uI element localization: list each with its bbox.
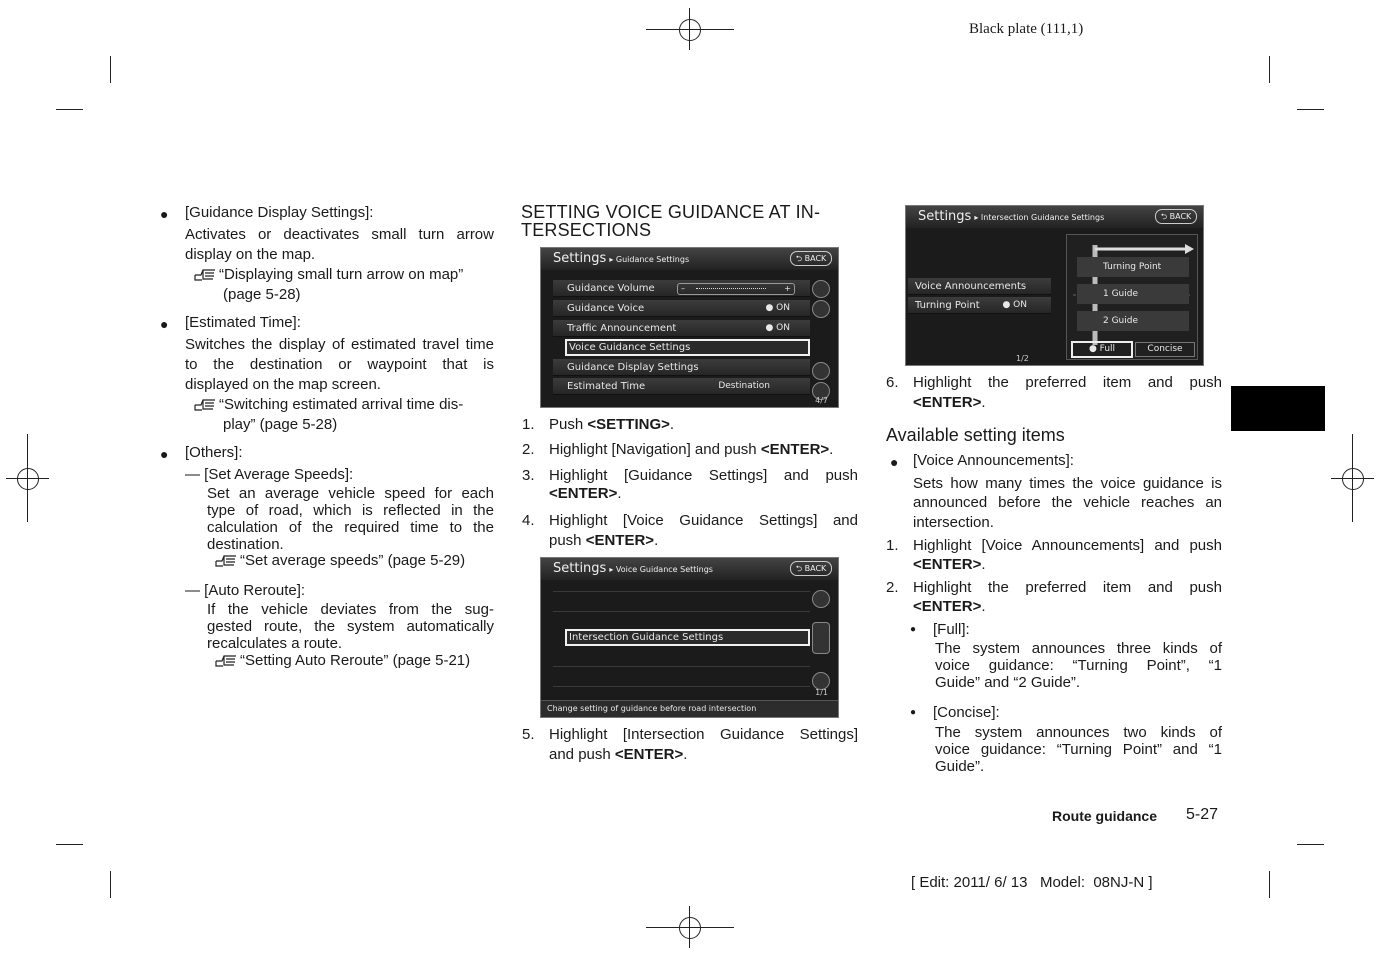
volume-plus[interactable]: +	[784, 284, 791, 293]
reference-text: “Set average speeds” (page 5-29)	[240, 552, 466, 569]
screen-title-text: Settings	[553, 251, 607, 266]
bullet-dot: ●	[890, 454, 899, 470]
body-line: to the destination or waypoint that is	[185, 356, 494, 373]
scroll-bar-icon[interactable]	[812, 622, 830, 654]
row-label: Guidance Volume	[567, 283, 655, 294]
step-text	[913, 555, 986, 575]
body-line: Sets how many times the voice guidance is	[913, 475, 1222, 492]
step-text-part: .	[669, 416, 675, 433]
scroll-up-icon[interactable]	[812, 590, 830, 608]
bullet-dot: ●	[160, 446, 169, 462]
back-button[interactable]: ⮌ BACK	[1155, 209, 1197, 224]
volume-track	[696, 288, 766, 289]
step-text	[913, 393, 986, 413]
volume-minus[interactable]: –	[681, 284, 685, 293]
reference-hand-icon	[214, 552, 238, 568]
page-indicator: 1/2	[1016, 354, 1029, 363]
step-text	[913, 597, 986, 617]
back-label: BACK	[804, 564, 827, 573]
step-text-part: .	[683, 746, 688, 763]
reference-line	[193, 395, 494, 415]
body-line: announced before the vehicle reaches an	[913, 494, 1222, 511]
empty-row	[553, 666, 810, 667]
toggle-state: ● ON	[765, 323, 790, 333]
step-text	[549, 531, 658, 551]
screen-title-text: Settings	[918, 209, 972, 224]
bullet-dot: ●	[160, 206, 169, 222]
row-label: Voice Guidance Settings	[569, 342, 691, 353]
row-label: Guidance Display Settings	[567, 362, 699, 373]
screen-breadcrumb: ▸ Intersection Guidance Settings	[974, 213, 1105, 222]
available-items-title: Available setting items	[886, 425, 1065, 445]
full-label: Full	[1099, 344, 1116, 354]
reference-page: (page 5-28)	[223, 286, 301, 303]
scroll-down-icon[interactable]	[812, 362, 830, 380]
reference-line	[214, 651, 470, 671]
enter-key: <ENTER>	[760, 441, 830, 458]
row-label: Intersection Guidance Settings	[569, 632, 724, 643]
guide-option-1-guide[interactable]: 1 Guide	[1077, 284, 1189, 304]
reference-text: “Switching estimated arrival time dis-	[219, 396, 464, 413]
step-text: Highlight [Guidance Settings] and push	[549, 467, 858, 484]
body-line: voice guidance: “Turning Point” and “1	[935, 741, 1222, 758]
menu-row-voice-announcements[interactable]	[908, 278, 1051, 295]
menu-row-guidance-volume[interactable]	[553, 280, 810, 297]
toggle-on: ON	[1013, 300, 1027, 310]
step-text	[549, 440, 833, 460]
toggle-on: ON	[776, 303, 790, 313]
step-text-part: .	[981, 556, 986, 573]
step-number: 6.	[886, 374, 899, 391]
body-line: Activates or deactivates small turn arrow	[185, 226, 494, 243]
plate-label: Black plate (111,1)	[969, 21, 1084, 37]
body-line: display on the map.	[185, 246, 316, 263]
menu-row-turning-point[interactable]	[908, 297, 1051, 314]
bullet-dot: ●	[910, 707, 917, 718]
reference-line	[193, 265, 463, 285]
step-text: Highlight [Voice Guidance Settings] and	[549, 512, 858, 529]
scroll-up-icon[interactable]	[812, 300, 830, 318]
reference-hand-icon	[193, 266, 217, 282]
guide-option-turning-point[interactable]: Turning Point	[1077, 257, 1189, 277]
reference-text: “Displaying small turn arrow on map”	[219, 266, 464, 283]
body-line: Guide”.	[935, 758, 985, 775]
chapter-tab	[1231, 386, 1325, 431]
full-button[interactable]	[1071, 341, 1133, 358]
reference-line	[214, 551, 465, 571]
body-line: destination.	[207, 536, 284, 553]
reference-page: play” (page 5-28)	[223, 416, 338, 433]
back-label: BACK	[1169, 212, 1192, 221]
body-line: The system announces three kinds of	[935, 640, 1222, 657]
row-label: Voice Announcements	[915, 281, 1027, 292]
step-text-part: Highlight the preferred item and	[913, 579, 1173, 596]
bullet-dot: ●	[160, 316, 169, 332]
empty-row	[553, 611, 810, 612]
menu-row-traffic-announcement[interactable]	[553, 320, 810, 337]
guidance-display-label: [Guidance Display Settings]:	[185, 204, 374, 221]
page-indicator: 1/1	[815, 688, 828, 697]
screen-title	[553, 251, 689, 266]
voice-guidance-settings-screen	[540, 557, 839, 718]
row-label: Turning Point	[915, 300, 980, 311]
toggle-on: ON	[776, 323, 790, 333]
concise-button[interactable]	[1135, 342, 1195, 357]
enter-key: <ENTER>	[913, 394, 982, 411]
step-text	[549, 745, 687, 765]
body-line: calculation of the required time to the	[207, 519, 494, 536]
concise-label: Concise	[1147, 344, 1183, 354]
step-number: 5.	[522, 726, 535, 743]
concise-label: [Concise]:	[933, 704, 1000, 721]
menu-row-guidance-display-settings[interactable]	[553, 359, 810, 376]
bullet-dot: ●	[910, 624, 917, 635]
selected-dot-icon: ●	[1088, 344, 1100, 354]
enter-key: <ENTER>	[913, 598, 982, 615]
back-label: BACK	[804, 254, 827, 263]
step-number: 2.	[886, 579, 899, 596]
step-number: 2.	[522, 441, 535, 458]
row-label: Traffic Announcement	[567, 323, 677, 334]
page-indicator: 4/7	[815, 396, 828, 405]
reference-text: “Setting Auto Reroute” (page 5-21)	[240, 652, 471, 669]
enter-key: <ENTER>	[913, 556, 982, 573]
step-text-part: .	[981, 394, 986, 411]
menu-row-guidance-voice[interactable]	[553, 300, 810, 317]
step-text: Highlight [Intersection Guidance Settings]	[549, 726, 858, 743]
body-line: intersection.	[913, 514, 994, 531]
screen-breadcrumb: ▸ Guidance Settings	[609, 255, 690, 264]
intersection-guidance-settings-screen	[905, 205, 1204, 366]
screen-title	[553, 561, 713, 576]
footer-page-number: 5-27	[1186, 806, 1219, 823]
guidance-settings-screen	[540, 247, 839, 408]
body-line: displayed on the map screen.	[185, 376, 381, 393]
step-text-part: Highlight [Navigation] and push	[549, 441, 761, 458]
step-text: Highlight the preferred item and push	[913, 374, 1222, 391]
section-title: SETTING VOICE GUIDANCE AT IN-	[521, 202, 821, 222]
reference-hand-icon	[214, 652, 238, 668]
step-text: Highlight the preferred item and push	[913, 579, 1222, 596]
step-text-part: push	[549, 532, 586, 549]
enter-key: <ENTER>	[549, 485, 618, 502]
enter-key: <ENTER>	[585, 532, 655, 549]
body-line: If the vehicle deviates from the sug-	[207, 601, 494, 618]
body-line: The system announces two kinds of	[935, 724, 1222, 741]
step-number: 3.	[522, 467, 535, 484]
screen-breadcrumb: ▸ Voice Guidance Settings	[609, 565, 713, 574]
reference-hand-icon	[193, 396, 217, 412]
scroll-top-icon[interactable]	[812, 280, 830, 298]
body-line: gested route, the system automatically	[207, 618, 494, 635]
menu-row-voice-guidance-settings[interactable]	[565, 339, 810, 356]
row-label: Estimated Time	[567, 381, 646, 392]
step-text-part: .	[617, 485, 622, 502]
back-button[interactable]: ⮌ BACK	[790, 251, 832, 266]
toggle-state: ● ON	[1002, 300, 1027, 310]
sub-item-label: — [Auto Reroute]:	[185, 582, 306, 599]
estimated-time-label: [Estimated Time]:	[185, 314, 301, 331]
menu-row-estimated-time[interactable]	[553, 378, 810, 395]
body-line: recalculates a route.	[207, 635, 343, 652]
row-label: Guidance Voice	[567, 303, 645, 314]
empty-row	[553, 686, 810, 687]
step-text-part: and push	[549, 746, 615, 763]
body-line: type of road, which is reflected in the	[207, 502, 494, 519]
voice-announcements-label: [Voice Announcements]:	[913, 452, 1074, 469]
empty-row	[553, 591, 810, 592]
others-label: [Others]:	[185, 444, 243, 461]
guide-option-2-guide[interactable]: 2 Guide	[1077, 311, 1189, 331]
footer-section-label: Route guidance	[1052, 808, 1158, 824]
footer-edit-info: [ Edit: 2011/ 6/ 13 Model: 08NJ-N ]	[911, 874, 1153, 891]
step-number: 4.	[522, 512, 535, 529]
toggle-state: ● ON	[765, 303, 790, 313]
back-button[interactable]: ⮌ BACK	[790, 561, 832, 576]
body-line: Set an average vehicle speed for each	[207, 485, 494, 502]
step-text-part: .	[654, 532, 659, 549]
estimated-time-value: Destination	[718, 381, 770, 391]
screen-footer: Change setting of guidance before road intersection	[541, 700, 838, 717]
step-number: 1.	[886, 537, 899, 554]
guide-preview-panel	[1066, 234, 1198, 360]
screen-title	[918, 209, 1104, 224]
sub-item-label: — [Set Average Speeds]:	[185, 466, 354, 483]
step-text: Highlight [Voice Announcements] and push	[913, 537, 1222, 554]
body-line: Guide” and “2 Guide”.	[935, 674, 1081, 691]
enter-key: <ENTER>	[614, 746, 684, 763]
step-text	[549, 484, 622, 504]
screen-title-text: Settings	[553, 561, 607, 576]
step-text-part: .	[829, 441, 834, 458]
full-label: [Full]:	[933, 621, 970, 638]
section-title: TERSECTIONS	[521, 220, 652, 240]
body-line: Switches the display of estimated travel time	[185, 336, 494, 353]
setting-key: <SETTING>	[587, 416, 670, 433]
step-number: 1.	[522, 416, 535, 433]
step-text	[549, 415, 674, 435]
step-text-part: Push	[549, 416, 588, 433]
volume-slider[interactable]	[677, 283, 795, 295]
step-text-part: .	[981, 598, 986, 615]
menu-row-intersection-guidance-settings[interactable]	[565, 629, 810, 646]
body-line: voice guidance: “Turning Point”, “1	[935, 657, 1222, 674]
